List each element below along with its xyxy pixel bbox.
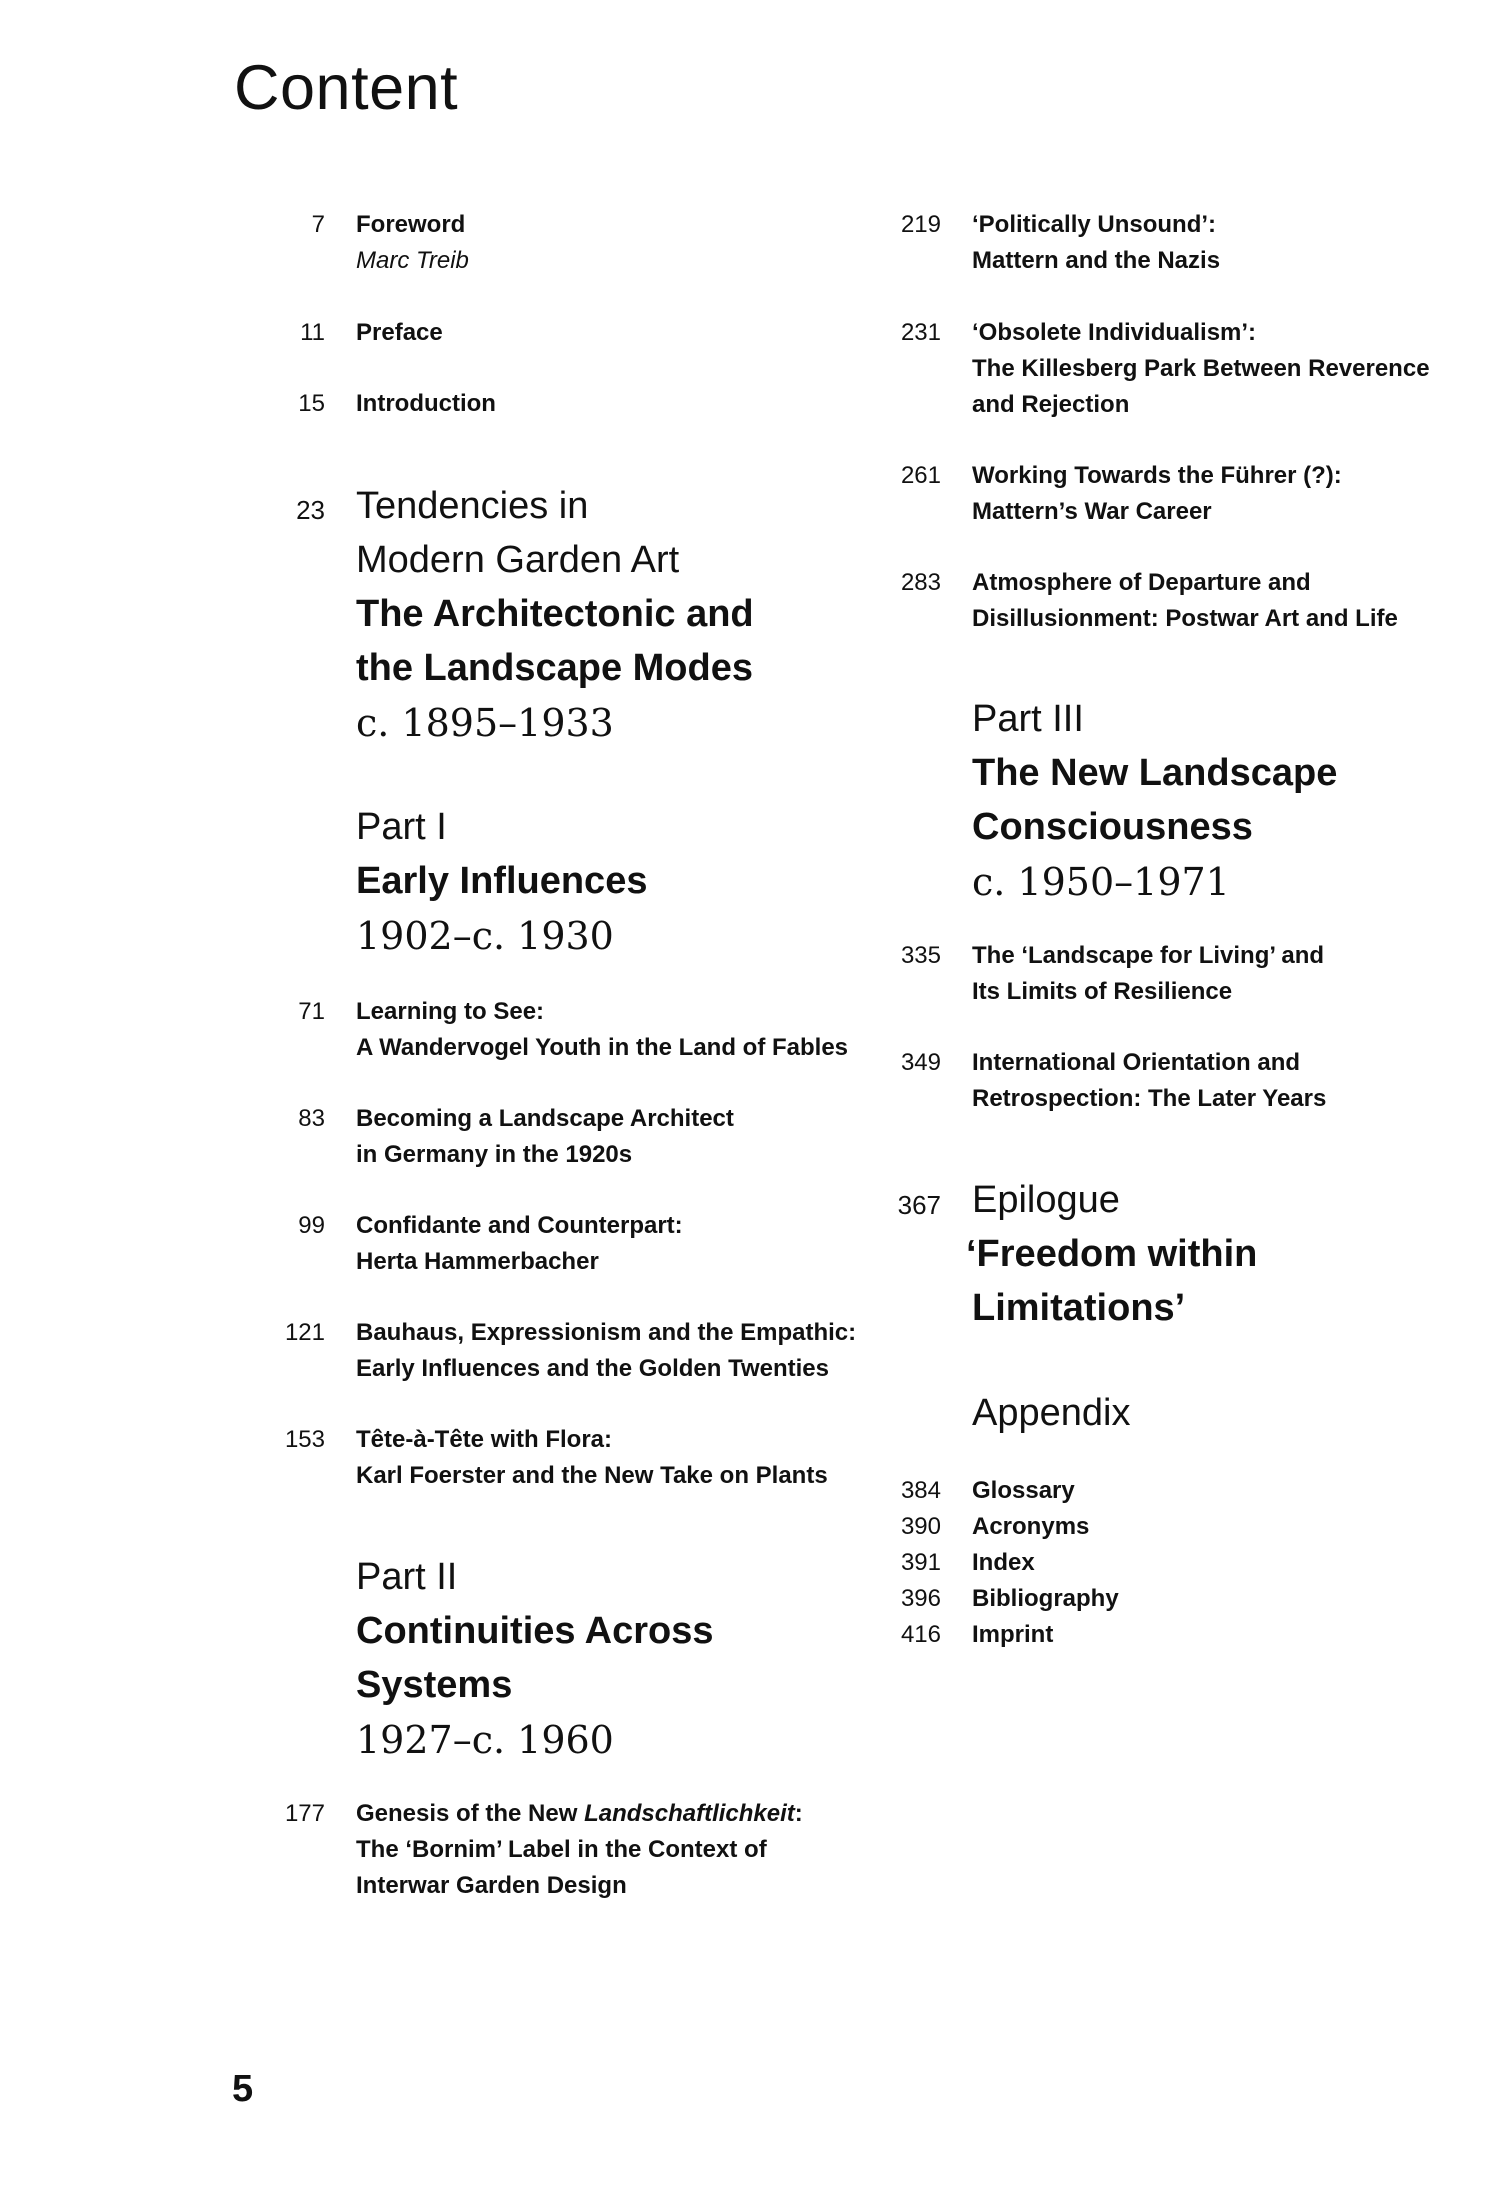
section-page-ref: 23 (296, 495, 325, 525)
entry-line: International Orientation and (972, 1049, 1301, 1076)
page-ref: 153 (284, 1426, 325, 1453)
entry-line: Mattern’s War Career (972, 498, 1212, 525)
section-title: Limitations’ (972, 1287, 1186, 1329)
part-title: Systems (356, 1664, 513, 1706)
section-label: Epilogue (972, 1179, 1120, 1221)
page-ref: 219 (900, 211, 941, 238)
entry-line: in Germany in the 1920s (356, 1141, 633, 1168)
section-part-2[interactable] (356, 1550, 714, 1768)
entry-line: Atmosphere of Departure and (972, 569, 1311, 596)
entry-line: Bauhaus, Expressionism and the Empathic: (356, 1319, 857, 1346)
entry-title (356, 1101, 734, 1173)
page-ref: 83 (298, 1105, 325, 1132)
entry-line: Early Influences and the Golden Twenties (356, 1355, 829, 1382)
entry-line (356, 1796, 803, 1832)
page-ref: 15 (298, 390, 325, 417)
entry-line: Retrospection: The Later Years (972, 1085, 1327, 1112)
page-title: Content (234, 53, 459, 123)
page-ref: 231 (900, 319, 941, 346)
entry-line: and Rejection (972, 391, 1130, 418)
entry-line: Tête-à-Tête with Flora: (356, 1426, 613, 1453)
entry-line: ‘Politically Unsound’: (972, 211, 1217, 238)
page-ref: 283 (900, 569, 941, 596)
page-ref: 349 (900, 1049, 941, 1076)
part-dates: c. 1950–1971 (972, 860, 1230, 904)
page-ref: 335 (900, 942, 941, 969)
section-tendencies[interactable] (356, 479, 754, 751)
page-ref: 396 (900, 1585, 941, 1612)
page-ref: 177 (284, 1800, 325, 1827)
page-ref: 384 (900, 1477, 941, 1504)
entry-title: Introduction (356, 390, 496, 417)
entry-title (356, 1315, 856, 1387)
entry-title (356, 1796, 803, 1904)
part-dates: 1927–c. 1960 (356, 1718, 614, 1762)
entry-title (356, 994, 848, 1066)
entry-title (972, 207, 1220, 279)
page-ref: 99 (298, 1212, 325, 1239)
entry-title: Bibliography (972, 1585, 1119, 1612)
section-part-3[interactable] (972, 692, 1337, 910)
part-dates: 1902–c. 1930 (356, 914, 614, 958)
entry-title (356, 1422, 828, 1494)
section-subtitle: the Landscape Modes (356, 647, 753, 689)
entry-line: Learning to See: (356, 998, 545, 1025)
entry-line: Disillusionment: Postwar Art and Life (972, 605, 1398, 632)
section-title: Tendencies in (356, 485, 589, 527)
entry-title (356, 207, 469, 279)
entry-author: Marc Treib (356, 247, 469, 274)
page-ref: 121 (284, 1319, 325, 1346)
entry-title (972, 458, 1342, 530)
entry-title: Glossary (972, 1477, 1075, 1504)
entry-line: A Wandervogel Youth in the Land of Fables (356, 1034, 849, 1061)
section-title: ‘Freedom within (966, 1233, 1258, 1275)
entry-line: Working Towards the Führer (?): (972, 462, 1342, 489)
entry-title (972, 938, 1324, 1010)
entry-title (972, 315, 1430, 423)
entry-title: Acronyms (972, 1513, 1090, 1540)
section-title: Modern Garden Art (356, 539, 680, 581)
part-title: Early Influences (356, 860, 648, 902)
section-appendix[interactable] (972, 1386, 1130, 1440)
entry-title: Index (972, 1549, 1035, 1576)
page-ref: 416 (900, 1621, 941, 1648)
section-page-ref: 367 (897, 1190, 941, 1220)
entry-line: Interwar Garden Design (356, 1872, 627, 1899)
entry-line: ‘Obsolete Individualism’: (972, 319, 1257, 346)
page-ref: 71 (298, 998, 325, 1025)
page-ref: 391 (900, 1549, 941, 1576)
entry-line: The ‘Landscape for Living’ and (972, 942, 1325, 969)
part-title: Continuities Across (356, 1610, 714, 1652)
part-label: Part III (972, 698, 1084, 740)
section-epilogue[interactable] (966, 1173, 1257, 1335)
entry-text-italic: Landschaftlichkeit (584, 1800, 795, 1827)
entry-line: Its Limits of Resilience (972, 978, 1233, 1005)
entry-line: The Killesberg Park Between Reverence (972, 355, 1430, 382)
page-ref: 7 (311, 211, 325, 238)
entry-line: Becoming a Landscape Architect (356, 1105, 734, 1132)
section-part-1[interactable] (356, 800, 647, 964)
section-label: Appendix (972, 1392, 1131, 1434)
entry-title (356, 1208, 683, 1280)
page-number: 5 (232, 2068, 254, 2110)
page-ref: 261 (900, 462, 941, 489)
entry-line: Confidante and Counterpart: (356, 1212, 683, 1239)
entry-title: Preface (356, 319, 443, 346)
entry-title (972, 565, 1398, 637)
page-ref: 390 (900, 1513, 941, 1540)
entry-title (972, 1045, 1326, 1117)
entry-line: The ‘Bornim’ Label in the Context of (356, 1836, 767, 1863)
part-label: Part II (356, 1556, 458, 1598)
entry-text: Genesis of the New (356, 1800, 585, 1827)
page-ref: 11 (300, 319, 325, 346)
part-label: Part I (356, 806, 447, 848)
entry-title: Imprint (972, 1621, 1054, 1648)
entry-line: Foreword (356, 211, 466, 238)
entry-line: Mattern and the Nazis (972, 247, 1221, 274)
section-dates: c. 1895–1933 (356, 701, 614, 745)
entry-text: : (794, 1800, 803, 1827)
part-title: Consciousness (972, 806, 1253, 848)
part-title: The New Landscape (972, 752, 1338, 794)
entry-line: Karl Foerster and the New Take on Plants (356, 1462, 828, 1489)
section-subtitle: The Architectonic and (356, 593, 754, 635)
entry-line: Herta Hammerbacher (356, 1248, 599, 1275)
